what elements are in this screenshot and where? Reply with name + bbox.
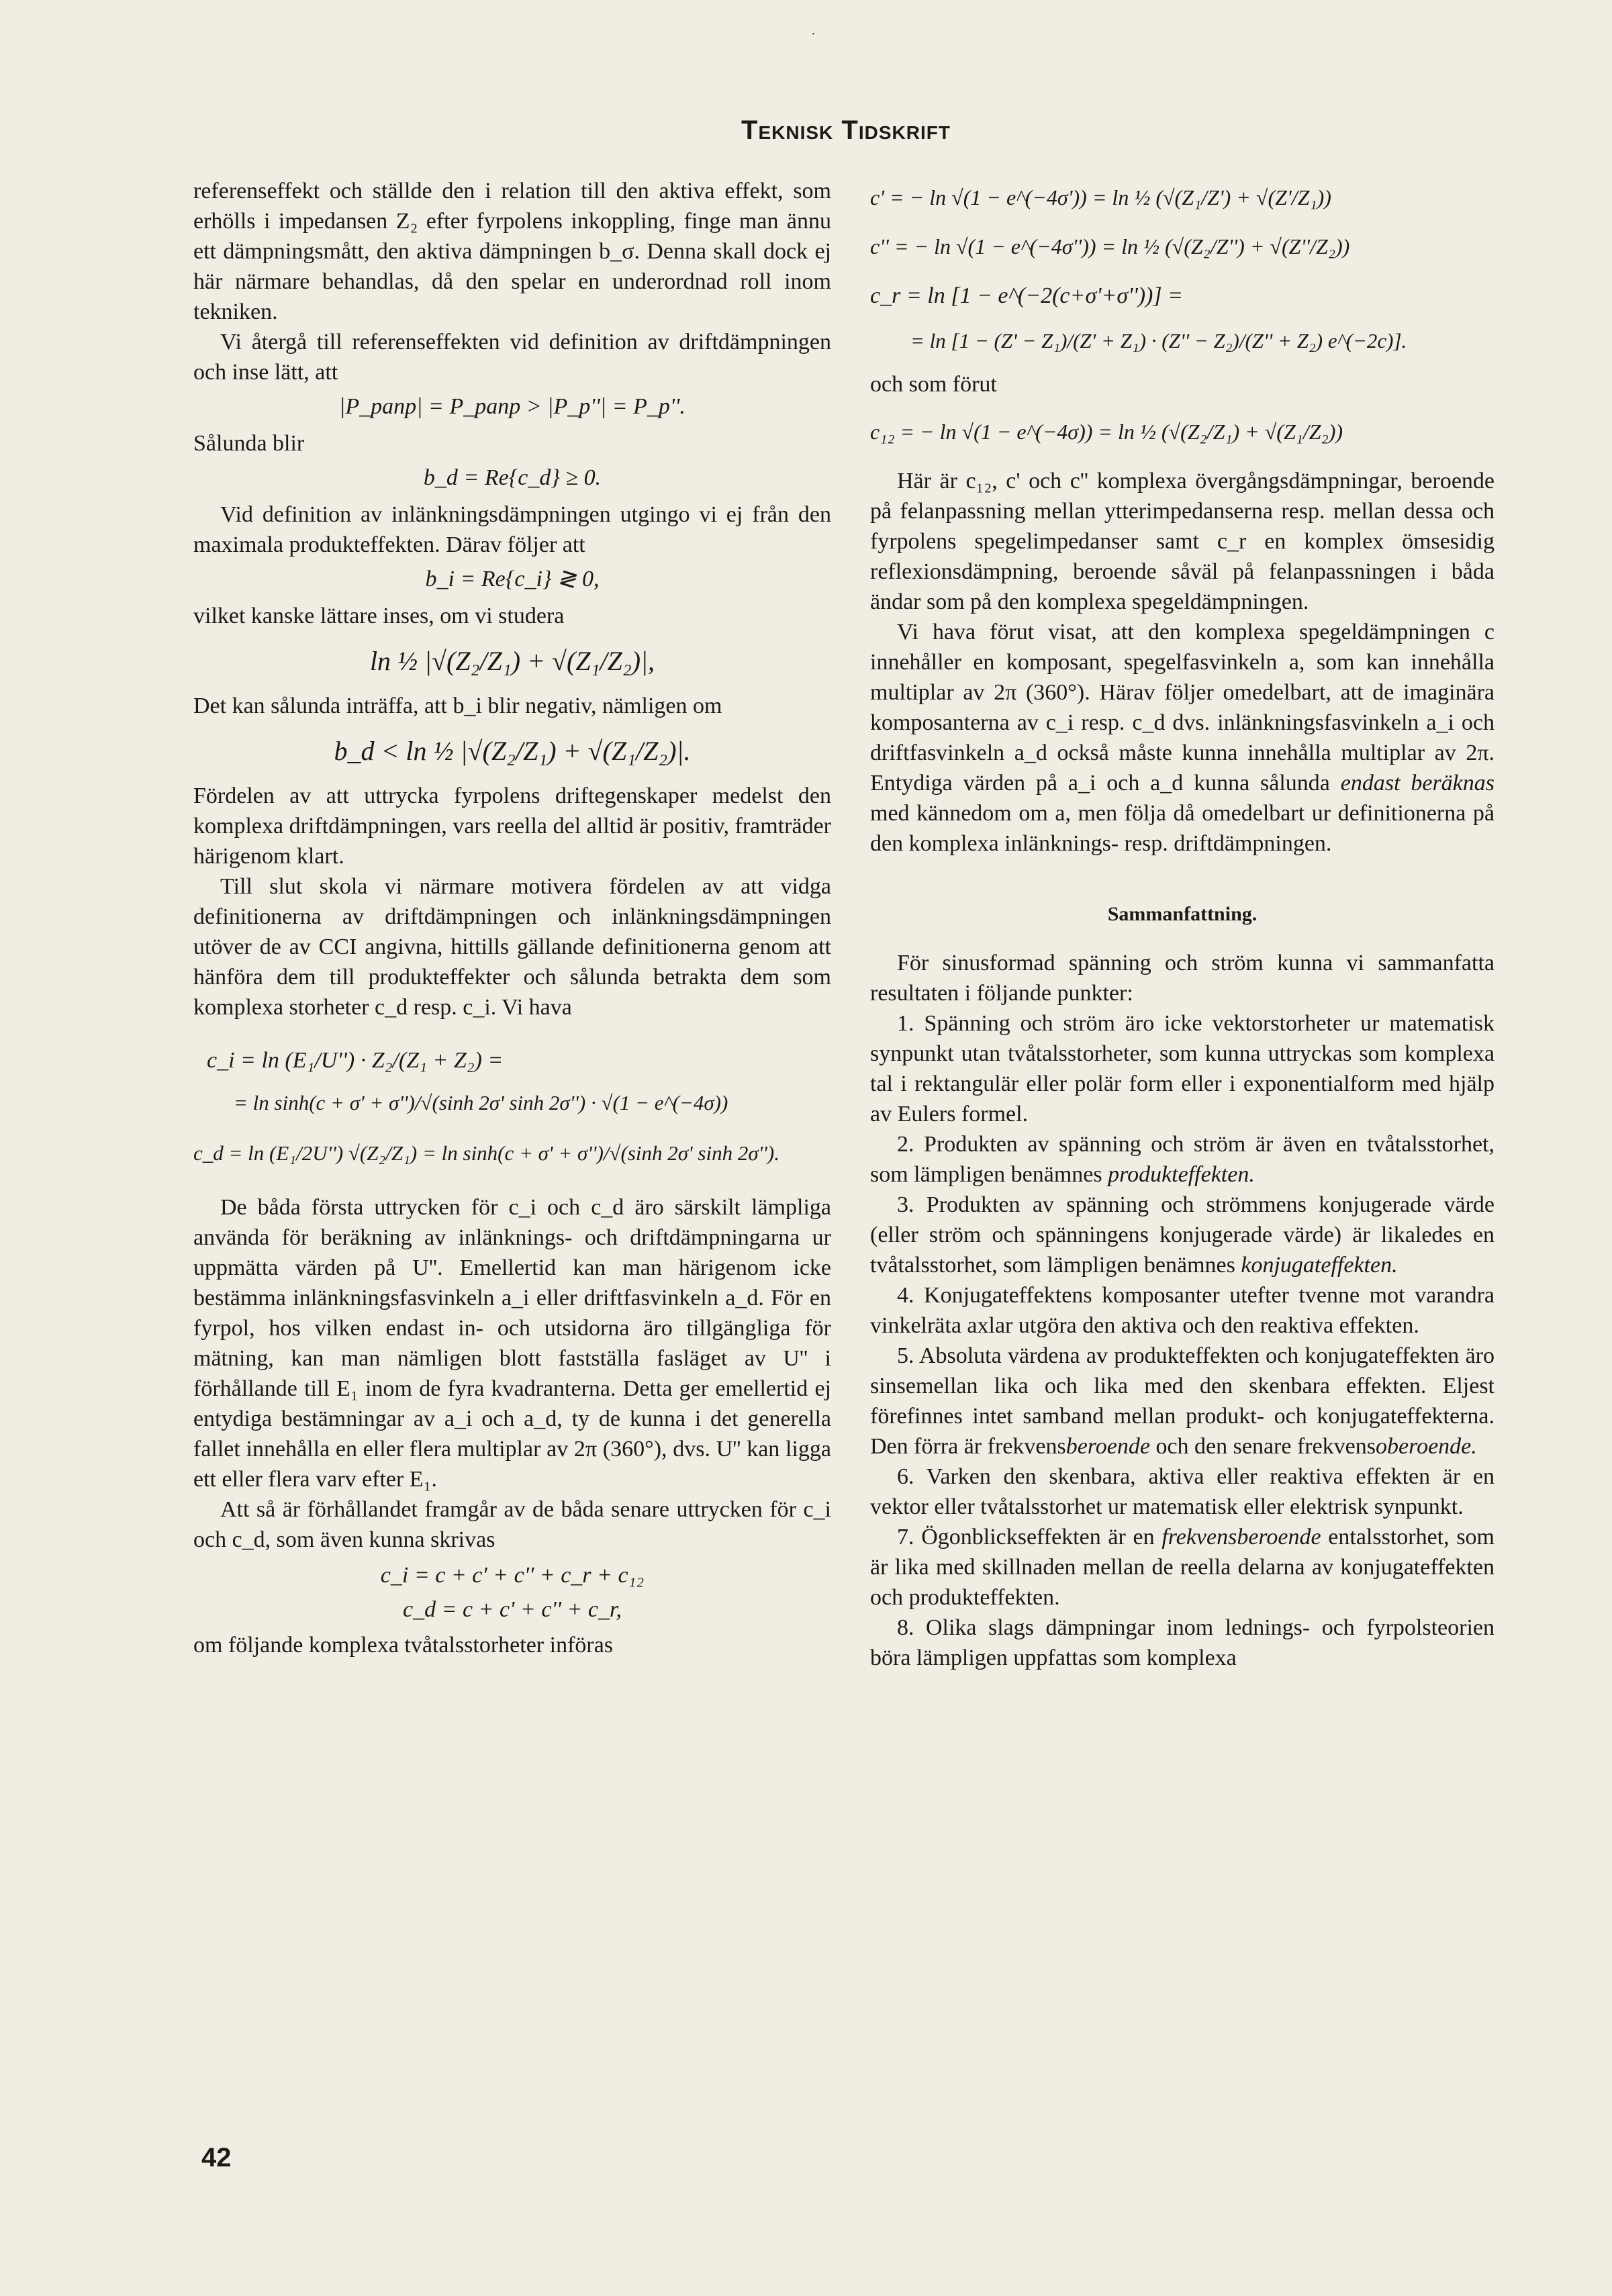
equation: b_d = Re{c_d} ≥ 0. [423, 465, 602, 490]
paragraph: och som förut [870, 372, 997, 397]
paragraph: vilket kanske lättare inses, om vi studera [193, 604, 565, 628]
right-column [870, 176, 1495, 1673]
list-item: 1. Spänning och ström äro icke vektorstorheter ur matematisk synpunkt utan tvåtalsstorheter, som kunna uttryckas som komplexa tal i rektangulär eller polär form eller i exponentialform med hjälp av Eulers formel. [870, 1011, 1495, 1127]
emphasis: oberoende. [1376, 1434, 1477, 1459]
paragraph: Vid definition av inlänkningsdämpningen utgingo vi ej från den maximala produkteffekten. Därav följer att [193, 502, 831, 557]
equation: b_i = Re{c_i} ≷ 0, [425, 567, 600, 591]
page-mark: · [811, 27, 816, 42]
equation: c_d = c + c' + c'' + c_r, [402, 1597, 622, 1622]
list-item-text: 5. Absoluta värdena av produkteffekten och konjugateffekten äro sinsemellan lika och lika med den skenbara effekten. Eljest förefinnes intet samband mellan produkt- och konjugateffekterna. Den förra är frekvens [870, 1343, 1495, 1459]
list-item: 4. Konjugateffektens komposanter utefter tvenne mot varandra vinkelräta axlar utgöra den aktiva och den reaktiva effekten. [870, 1283, 1495, 1338]
paragraph: referenseffekt och ställde den i relation till den aktiva effekt, som erhölls i impedansen Z₂ efter fyrpolens inkoppling, finge man ännu ett dämpningsmått, den aktiva dämpningen b_σ. Denna skall dock ej här närmare behandlas, då den spelar en underordnad roll inom tekniken. [193, 179, 831, 324]
equation: c_i = ln (E₁/U'') · Z₂/(Z₁ + Z₂) = [207, 1048, 504, 1073]
list-item-text: och den senare frekvens [1155, 1434, 1376, 1459]
paragraph: Fördelen av att uttrycka fyrpolens driftegenskaper medelst den komplexa driftdämpningen, vars reella del alltid är positiv, framträder härigenom klart. [193, 783, 831, 869]
paragraph: Det kan sålunda inträffa, att b_i blir negativ, nämligen om [193, 693, 722, 718]
emphasis: endast beräknas [1340, 771, 1495, 796]
equation: c_r = ln [1 − e^(−2(c+σ'+σ''))] = [870, 283, 1184, 308]
paragraph: om följande komplexa tvåtalsstorheter införas [193, 1633, 614, 1658]
page-number: 42 [201, 2143, 232, 2172]
list-item-text: 2. Produkten av spänning och ström är även en tvåtalsstorhet, som lämpligen benämnes [870, 1132, 1495, 1187]
paragraph: Till slut skola vi närmare motivera fördelen av att vidga definitionerna av driftdämpningen och inlänkningsdämpningen utöver de av CCI angivna, hittills gällande definitionerna genom att hänföra dem till produkteffekter och sålunda betrakta dem som komplexa storheter c_d resp. c_i. Vi hava [193, 874, 831, 1020]
emphasis: frekvensberoende [1161, 1525, 1321, 1549]
emphasis: konjugateffekten. [1241, 1253, 1398, 1278]
left-column [193, 176, 831, 1660]
paragraph-text: med kännedom om a, men följa då omedelbart ur definitionerna på den komplexa inlänknings- resp. driftdämpningen. [870, 801, 1495, 856]
paragraph-text: Vi hava förut visat, att den komplexa spegeldämpningen c innehåller en komposant, spegelfasvinkeln a, som kan innehålla multiplar av 2π (360°). Härav följer omedelbart, att de imaginära komposanterna av c_i resp. c_d dvs. inlänkningsfasvinkeln a_i och driftfasvinkeln a_d också måste kunna innehålla multiplar av 2π. Entydiga värden på a_i och a_d kunna sålunda [870, 620, 1495, 796]
equation: b_d < ln ½ |√(Z₂/Z₁) + √(Z₁/Z₂)|. [334, 736, 691, 766]
paragraph: Sålunda blir [193, 431, 305, 456]
equation: c_d = ln (E₁/2U'') √(Z₂/Z₁) = ln sinh(c + σ' + σ'')/√(sinh 2σ' sinh 2σ''). [193, 1141, 779, 1165]
list-item-text: entalsstorhet, som är lika med skillnaden mellan de reella delarna av konjugateffekten och produkteffekten. [870, 1525, 1495, 1610]
paragraph: Här är c₁₂, c' och c'' komplexa övergångsdämpningar, beroende på felanpassning mellan ytterimpedanserna resp. mellan dessa och fyrpolens spegelimpedanser samt c_r en komplex ömsesidig reflexionsdämpning, beroende såväl på felanpassningen i båda ändar som på den komplexa spegeldämpningen. [870, 469, 1495, 614]
equation: c' = − ln √(1 − e^(−4σ')) = ln ½ (√(Z₁/Z') + √(Z'/Z₁)) [870, 185, 1331, 209]
list-item-text: 3. Produkten av spänning och strömmens konjugerade värde (eller ström och spänningens konjugerade värde) är likaledes en tvåtalsstorhet, som lämpligen benämnes [870, 1192, 1495, 1278]
journal-header: Teknisk Tidskrift [741, 115, 951, 145]
section-heading: Sammanfattning. [1107, 903, 1258, 925]
equation: |P_panp| = P_panp > |P_p''| = P_p''. [339, 394, 685, 419]
list-item [870, 1129, 1495, 1190]
paragraph: Vi återgå till referenseffekten vid definition av driftdämpningen och inse lätt, att [193, 330, 831, 385]
equation: = ln [1 − (Z' − Z₁)/(Z' + Z₁) · (Z'' − Z₂)/(Z'' + Z₂) e^(−2c)]. [910, 329, 1407, 352]
list-item [870, 1522, 1495, 1613]
paragraph: De båda första uttrycken för c_i och c_d äro särskilt lämpliga använda för beräkning av inlänknings- och driftdämpningarna ur uppmätta värden på U''. Emellertid kan man härigenom icke bestämma inlänkningsfasvinkeln a_i eller driftfasvinkeln a_d. För en fyrpol, hos vilken endast in- och utsidorna äro tillgängliga för mätning, kan man nämligen blott fastställa fasläget av U'' i förhållande till E₁ inom de fyra kvadranterna. Detta ger emellertid ej entydiga bestämningar av a_i och a_d, ty de kunna i det generella fallet innehålla en eller flera multiplar av 2π (360°), dvs. U'' kan ligga ett eller flera varv efter E₁. [193, 1195, 831, 1492]
list-item [870, 1341, 1495, 1462]
paragraph: Att så är förhållandet framgår av de båda senare uttrycken för c_i och c_d, som även kunna skrivas [193, 1497, 831, 1552]
emphasis: produkteffekten. [1108, 1162, 1255, 1187]
equation: ln ½ |√(Z₂/Z₁) + √(Z₁/Z₂)|, [369, 646, 655, 676]
equation: = ln sinh(c + σ' + σ'')/√(sinh 2σ' sinh 2σ'') · √(1 − e^(−4σ)) [234, 1091, 728, 1114]
list-item: 6. Varken den skenbara, aktiva eller reaktiva effekten är en vektor eller tvåtalsstorhet ur matematisk eller elektrisk synpunkt. [870, 1464, 1495, 1519]
equation: c_i = c + c' + c'' + c_r + c₁₂ [380, 1563, 645, 1588]
paragraph [870, 617, 1495, 859]
equation: c₁₂ = − ln √(1 − e^(−4σ)) = ln ½ (√(Z₂/Z₁) + √(Z₁/Z₂)) [870, 420, 1343, 444]
paragraph: För sinusformad spänning och ström kunna vi sammanfatta resultaten i följande punkter: [870, 951, 1495, 1006]
list-item-text: 7. Ögonblickseffekten är en [897, 1525, 1155, 1549]
list-item: 8. Olika slags dämpningar inom lednings- och fyrpolsteorien böra lämpligen uppfattas som komplexa [870, 1615, 1495, 1670]
list-item [870, 1190, 1495, 1280]
emphasis: beroende [1065, 1434, 1150, 1459]
equation: c'' = − ln √(1 − e^(−4σ'')) = ln ½ (√(Z₂/Z'') + √(Z''/Z₂)) [870, 234, 1350, 258]
